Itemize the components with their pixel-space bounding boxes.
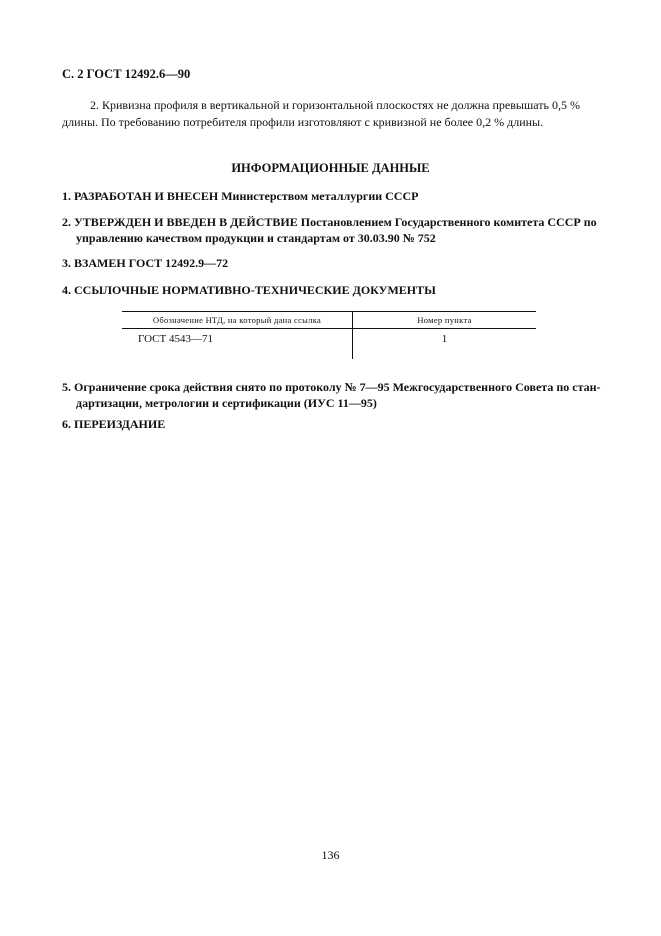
info-item-1: 1. РАЗРАБОТАН И ВНЕСЕН Министерством металлургии СССР: [62, 189, 419, 203]
paragraph-2: [62, 97, 602, 131]
reference-table: [122, 311, 536, 359]
paragraph-line-1: 2. Кривизна профиля в вертикальной и горизонтальной плоскостях не должна превышать 0,5 %: [90, 98, 580, 112]
paragraph-line-2: длины. По требованию потребителя профили изготовляют с кривизной не более 0,2 % длины.: [62, 115, 544, 129]
table-row: [122, 329, 536, 360]
info-item-2: [62, 214, 607, 246]
table-cell: ГОСТ 4543—71: [122, 329, 353, 360]
info-item-5: [62, 379, 607, 411]
table-header-cell: Номер пункта: [353, 312, 537, 329]
info-item-5-line-1: 5. Ограничение срока действия снято по протоколу № 7—95 Межгосударственного Совета по стан-: [62, 380, 601, 394]
page-number: 136: [321, 848, 340, 862]
info-item-3: 3. ВЗАМЕН ГОСТ 12492.9—72: [62, 256, 229, 270]
table-header-row: [122, 312, 536, 329]
info-item-5-line-2: дартизации, метрологии и сертификации (ИУС 11—95): [76, 396, 377, 410]
info-item-6: 6. ПЕРЕИЗДАНИЕ: [62, 417, 166, 431]
info-item-2-line-2: управлению качеством продукции и стандартам от 30.03.90 № 752: [76, 231, 436, 245]
section-title: ИНФОРМАЦИОННЫЕ ДАННЫЕ: [231, 161, 430, 175]
running-head: С. 2 ГОСТ 12492.6—90: [62, 67, 191, 81]
table-cell: 1: [441, 333, 448, 345]
info-item-4: 4. ССЫЛОЧНЫЕ НОРМАТИВНО-ТЕХНИЧЕСКИЕ ДОКУМЕНТЫ: [62, 283, 436, 297]
table-header-cell: Обозначение НТД, на который дана ссылка: [122, 312, 353, 329]
info-item-2-line-1: 2. УТВЕРЖДЕН И ВВЕДЕН В ДЕЙСТВИЕ Постановлением Государственного комитета СССР по: [62, 215, 597, 229]
